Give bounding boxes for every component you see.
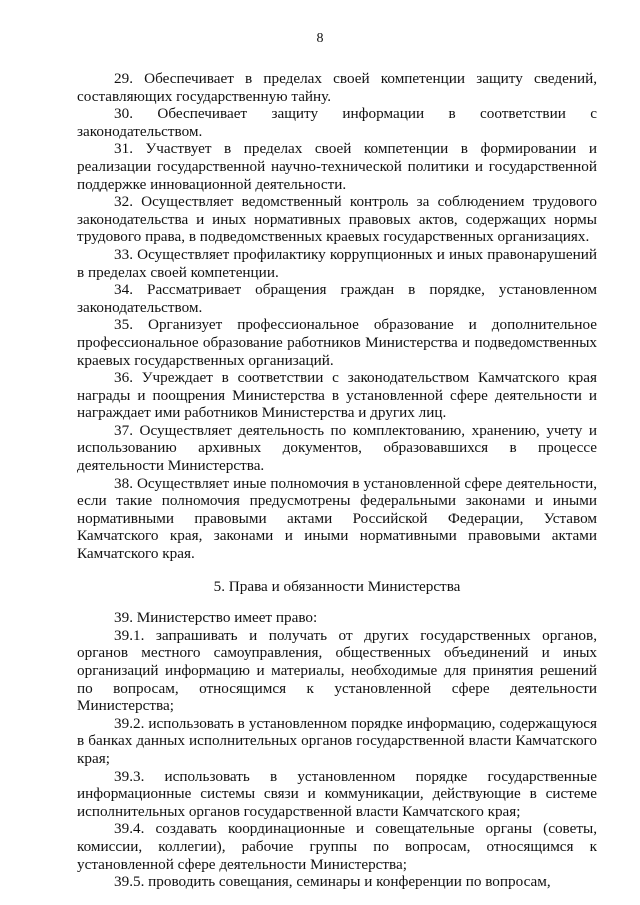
paragraph-31: 31. Участвует в пределах своей компетенции в формировании и реализации государственной научно-технической политики и государственной поддержке инновационной деятельности. <box>77 140 597 193</box>
paragraph-39-2: 39.2. использовать в установленном порядке информацию, содержащуюся в банках данных исполнительных органов государственной власти Камчатского края; <box>77 714 597 767</box>
paragraph-33: 33. Осуществляет профилактику коррупционных и иных правонарушений в пределах своей компетенции. <box>77 245 597 281</box>
paragraph-38: 38. Осуществляет иные полномочия в установленной сфере деятельности, если такие полномочия предусмотрены федеральными законами и иными нормативными правовыми актами Российской Федерации, Уставом Камчатского края, законами и иными нормативными правовыми актами Камчатского края. <box>77 474 597 563</box>
section-title: 5. Права и обязанности Министерства <box>213 577 461 595</box>
paragraph-30: 30. Обеспечивает защиту информации в соответствии с законодательством. <box>77 105 597 140</box>
paragraph-37: 37. Осуществляет деятельность по комплектованию, хранению, учету и использованию архивных документов, образовавшихся в процессе деятельности Министерства. <box>77 421 597 475</box>
paragraph-34: 34. Рассматривает обращения граждан в порядке, установленном законодательством. <box>77 281 597 316</box>
paragraph-39-5: 39.5. проводить совещания, семинары и конференции по вопросам, <box>114 873 551 891</box>
paragraph-32: 32. Осуществляет ведомственный контроль за соблюдением трудового законодательства и иных нормативных правовых актов, содержащих нормы трудового права, в подведомственных краевых государственных организациях. <box>77 193 597 246</box>
paragraph-35: 35. Организует профессиональное образование и дополнительное профессиональное образование работников Министерства и подведомственных краевых государственных организаций. <box>77 316 597 369</box>
paragraph-39-1: 39.1. запрашивать и получать от других государственных органов, органов местного самоуправления, общественных объединений и иных организаций информацию и материалы, необходимые для принятия решений по вопросам, относящимся к установленной сфере деятельности Министерства; <box>77 626 597 715</box>
paragraph-39: 39. Министерство имеет право: <box>114 609 318 627</box>
paragraph-39-3: 39.3. использовать в установленном порядке государственные информационные системы связи и коммуникации, действующие в системе исполнительных органов государственной власти Камчатского края; <box>77 767 597 820</box>
paragraph-39-4: 39.4. создавать координационные и совещательные органы (советы, комиссии, коллегии), рабочие группы по вопросам, относящимся к установленной сфере деятельности Министерства; <box>77 820 597 873</box>
document-body <box>77 70 597 891</box>
paragraph-29: 29. Обеспечивает в пределах своей компетенции защиту сведений, составляющих государственную тайну. <box>77 70 597 105</box>
paragraph-36: 36. Учреждает в соответствии с законодательством Камчатского края награды и поощрения Министерства в установленной сфере деятельности и награждает ими работников Министерства и других лиц. <box>77 369 597 422</box>
page-number: 8 <box>316 31 324 46</box>
